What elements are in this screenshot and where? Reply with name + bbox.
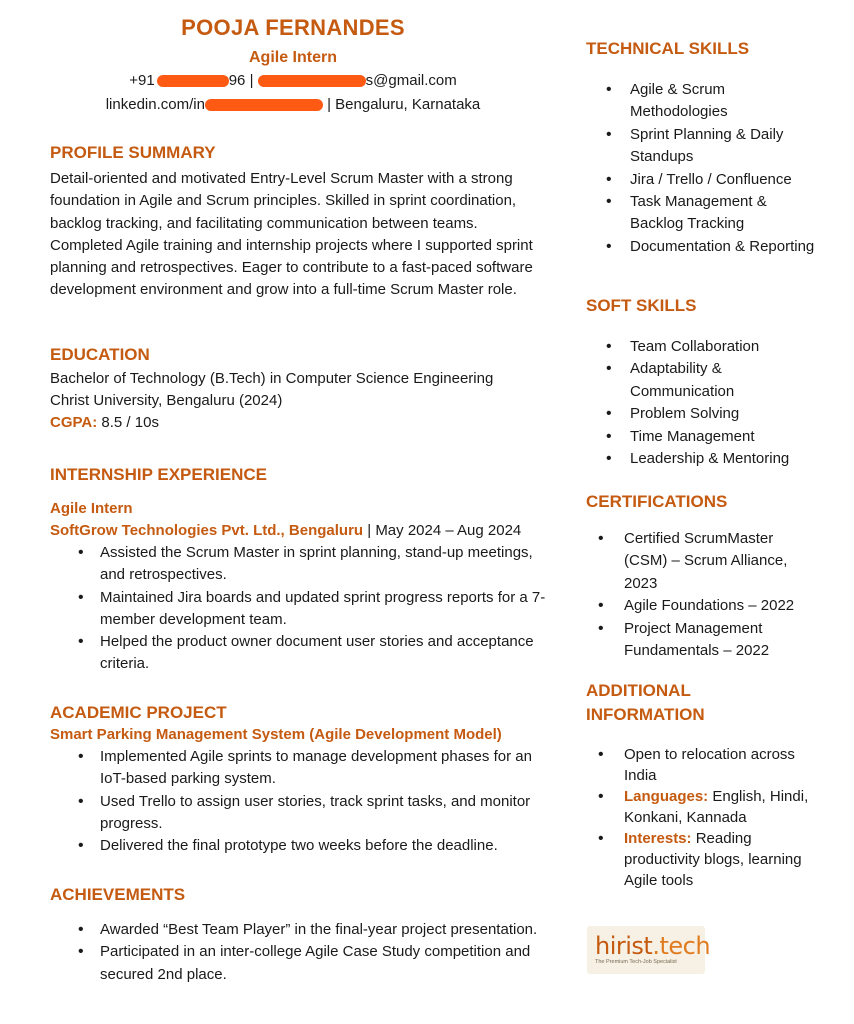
logo-brand-suffix: .tech [652, 932, 711, 960]
certifications-section [586, 490, 806, 662]
internship-company: SoftGrow Technologies Pvt. Ltd., Bengaluru [50, 522, 364, 539]
internship-company-line [50, 520, 550, 542]
profile-summary-heading: PROFILE SUMMARY [50, 143, 216, 162]
achievements-heading: ACHIEVEMENTS [50, 885, 186, 904]
internship-section [50, 464, 550, 676]
list-item: • Participated in an inter-college Agile Case Study competition and secured 2nd place. [50, 941, 550, 986]
list-item: • Agile & Scrum Methodologies [586, 79, 816, 124]
list-item: • Maintained Jira boards and updated sprint progress reports for a 7-member development team. [50, 587, 550, 632]
list-item: • Project Management Fundamentals – 2022 [586, 618, 806, 663]
email-suffix: s@gmail.com [365, 72, 457, 89]
list-item: • Team Collaboration [586, 336, 816, 358]
list-item: • Time Management [586, 426, 816, 448]
languages-value: English, Hindi, Konkani, Kannada [624, 788, 809, 826]
project-bullets [50, 746, 550, 857]
achievements-bullets [50, 919, 550, 986]
additional-info-heading-line1: ADDITIONAL [586, 681, 691, 700]
logo-wordmark [595, 932, 710, 960]
cgpa-value: 8.5 / 10s [101, 414, 159, 432]
internship-role: Agile Intern [50, 500, 133, 517]
contact-line-phone-email [0, 70, 586, 92]
internship-heading: INTERNSHIP EXPERIENCE [50, 465, 267, 484]
education-cgpa [50, 412, 550, 434]
list-item: • Documentation & Reporting [586, 236, 816, 258]
list-item: • Task Management & Backlog Tracking [586, 191, 816, 236]
candidate-name: POOJA FERNANDES [181, 15, 405, 40]
project-heading: ACADEMIC PROJECT [50, 703, 227, 722]
list-item: • Certified ScrumMaster (CSM) – Scrum Alliance, 2023 [586, 528, 806, 595]
certifications-list [586, 528, 806, 662]
list-item: • Assisted the Scrum Master in sprint planning, stand-up meetings, and retrospectives. [50, 542, 550, 587]
phone-prefix: +91 [129, 72, 155, 89]
resume-header [0, 14, 586, 116]
internship-bullets [50, 542, 550, 676]
location: | Bengaluru, Karnataka [327, 96, 481, 113]
soft-skills-heading: SOFT SKILLS [586, 296, 697, 315]
education-section [50, 344, 550, 434]
list-item: • Sprint Planning & Daily Standups [586, 124, 816, 169]
list-item: • Open to relocation across India [586, 745, 816, 786]
project-title: Smart Parking Management System (Agile Development Model) [50, 726, 502, 743]
cgpa-label: CGPA: [50, 414, 98, 432]
list-item-interests [586, 829, 816, 891]
redacted-email [258, 75, 366, 87]
profile-summary-section [50, 142, 550, 302]
achievements-section [50, 884, 550, 986]
soft-skills-list [586, 336, 816, 470]
soft-skills-section [586, 294, 816, 470]
additional-info-heading-line2: INFORMATION [586, 705, 705, 724]
education-degree: Bachelor of Technology (B.Tech) in Computer Science Engineering [50, 370, 494, 387]
linkedin-prefix: linkedin.com/in [105, 96, 205, 113]
internship-dates: | May 2024 – Aug 2024 [367, 522, 522, 539]
technical-skills-heading: TECHNICAL SKILLS [586, 39, 750, 58]
interests-value: Reading productivity blogs, learning Agile tools [624, 830, 802, 889]
redacted-linkedin [205, 99, 323, 111]
interests-label: Interests: [624, 830, 692, 848]
languages-label: Languages: [624, 788, 709, 806]
logo-brand: hirist [595, 932, 653, 960]
list-item: • Helped the product owner document user stories and acceptance criteria. [50, 631, 550, 676]
list-item: • Agile Foundations – 2022 [586, 595, 806, 617]
hirist-tech-logo [587, 926, 711, 974]
additional-info-section [586, 679, 816, 892]
list-item: • Jira / Trello / Confluence [586, 169, 816, 191]
education-heading: EDUCATION [50, 345, 150, 364]
contact-line-linkedin [0, 94, 586, 116]
redacted-phone [157, 75, 229, 87]
profile-summary-text: Detail-oriented and motivated Entry-Level Scrum Master with a strong foundation in Agile and Scrum principles. Skilled in sprint coordination, backlog tracking, and facilitating communication between teams. Completed Agile training and internship projects where I supported sprint planning and retrospectives. Eager to contribute to a fast-paced software development environment and grow into a full-time Scrum Master role. [50, 170, 533, 299]
list-item: • Used Trello to assign user stories, track sprint tasks, and monitor progress. [50, 791, 550, 836]
technical-skills-section [586, 37, 816, 258]
academic-project-section [50, 702, 550, 857]
list-item: • Implemented Agile sprints to manage development phases for an IoT-based parking system. [50, 746, 550, 791]
list-item-languages [586, 787, 816, 828]
technical-skills-list [586, 79, 816, 258]
certifications-heading: CERTIFICATIONS [586, 492, 728, 511]
list-item: • Awarded “Best Team Player” in the final-year project presentation. [50, 919, 550, 941]
phone-suffix: 96 [228, 72, 246, 89]
candidate-title: Agile Intern [248, 49, 337, 66]
list-item: • Problem Solving [586, 403, 816, 425]
list-item: • Leadership & Mentoring [586, 448, 816, 470]
list-item: • Delivered the final prototype two weeks before the deadline. [50, 835, 550, 857]
list-item: • Adaptability & Communication [586, 358, 816, 403]
logo-tagline: The Premium Tech-Job Specialist [595, 959, 677, 965]
additional-info-list [586, 745, 816, 891]
education-school: Christ University, Bengaluru (2024) [50, 392, 283, 410]
separator: | [249, 72, 254, 89]
